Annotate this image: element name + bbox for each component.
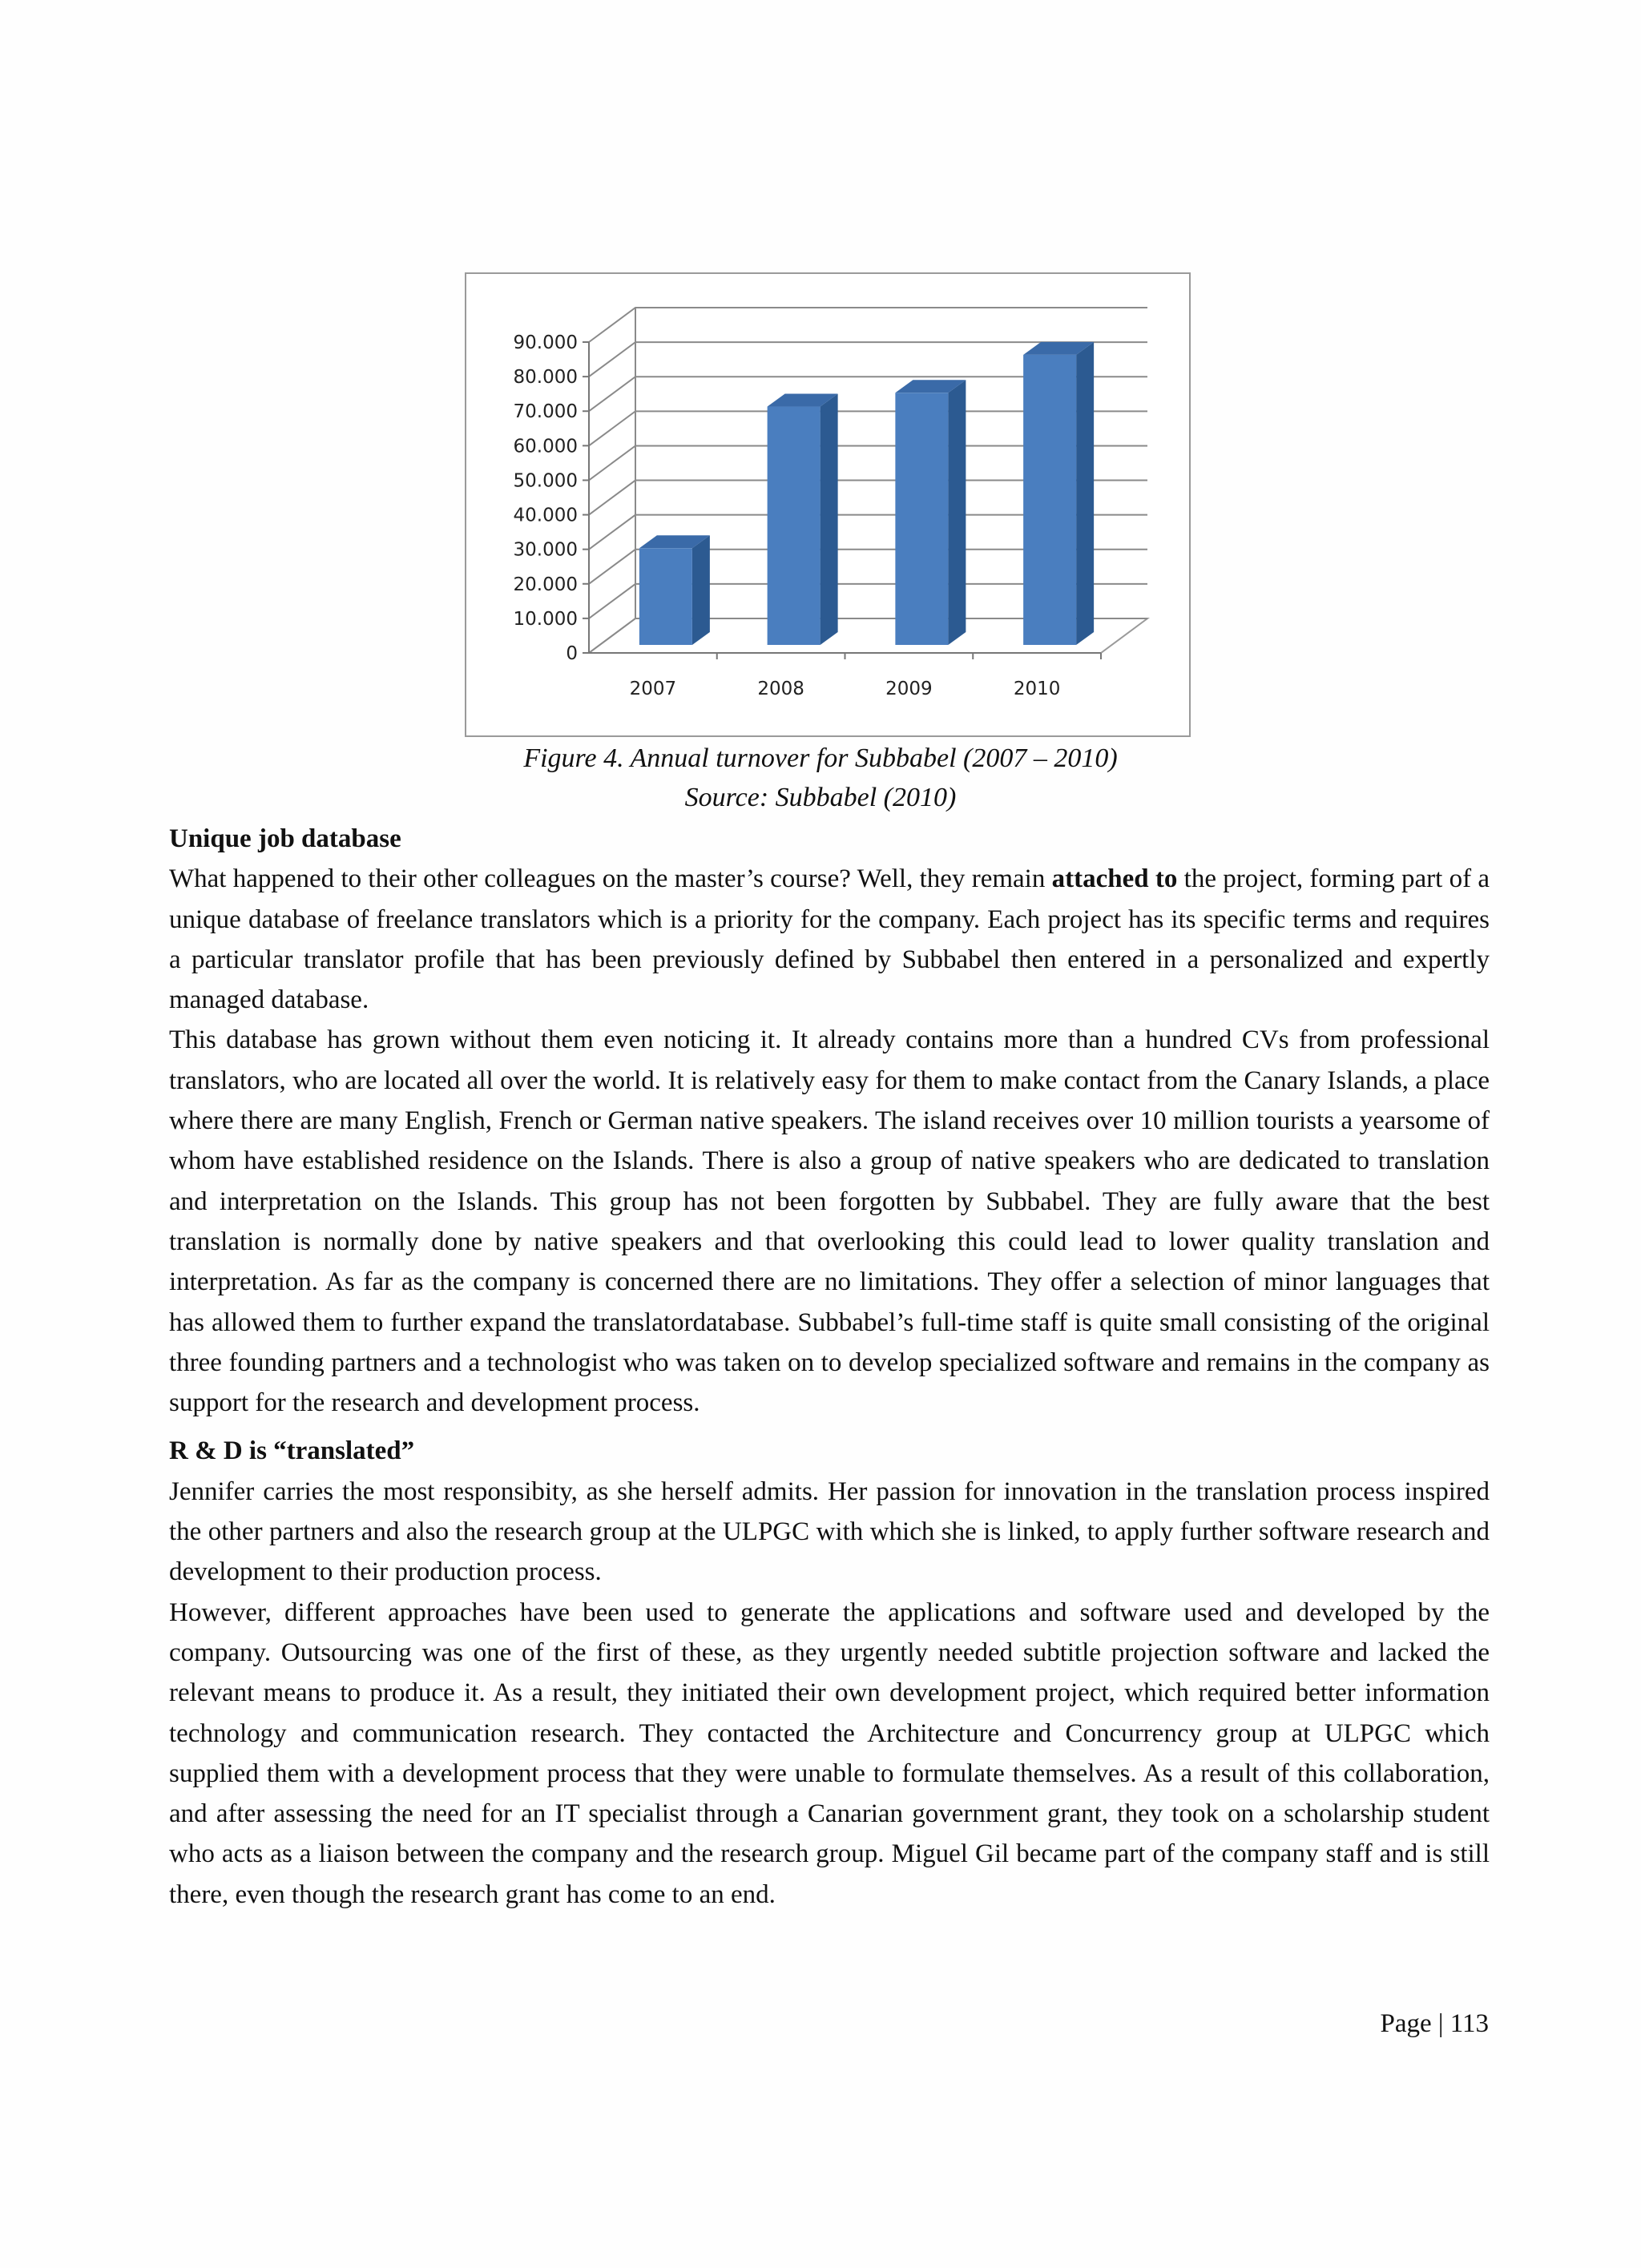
y-tick-label: 30.000	[513, 539, 578, 561]
x-tick-label: 2010	[1013, 679, 1061, 699]
x-tick-label: 2007	[629, 679, 677, 699]
bar	[639, 548, 692, 645]
bar	[895, 393, 948, 645]
y-tick-label: 40.000	[513, 505, 578, 526]
section-heading-job-database: Unique job database	[169, 824, 401, 853]
y-tick-label: 0	[566, 643, 578, 664]
bar-side	[948, 380, 966, 645]
y-tick-label: 60.000	[513, 436, 578, 457]
paragraph: However, different approaches have been used to generate the applications and software used and developed by the company. Outsourcing was one of the first of these, as they urgently needed subtitle projection software and lacked the relevant means to produce it. As a result, they initiated their own development project, which required better information technology and communication research. They contacted the Architecture and Concurrency group at ULPGC which supplied them with a development process that they were unable to formulate themselves. As a result of this collaboration, and after assessing the need for an IT specialist through a Canarian government grant, they took on a scholarship student who acts as a liaison between the company and the research group. Miguel Gil became part of the company staff and is still there, even though the research grant has come to an end.	[169, 1597, 1490, 1909]
y-tick-label: 80.000	[513, 367, 578, 389]
figure-source: Source: Subbabel (2010)	[684, 783, 957, 812]
y-tick-label: 10.000	[513, 608, 578, 630]
gridline	[589, 308, 1147, 342]
bar-side	[820, 394, 838, 645]
page-number: Page | 113	[1380, 2009, 1489, 2038]
paragraph: This database has grown without them even noticing it. It already contains more than a hundred CVs from professional translators, who are located all over the world. It is relatively easy for them to make contact from the Canary Islands, a place where there are many English, French or German native speakers. The island receives over 10 million tourists a yearsome of whom have established residence on the Islands. There is also a group of native speakers who are dedicated to translation and interpretation on the Islands. This group has not been forgotten by Subbabel. They are fully aware that the best translation is normally done by native speakers and that overlooking this could lead to lower quality translation and interpretation. As far as the company is concerned there are no limitations. They offer a selection of minor languages that has allowed them to further expand the translatordatabase. Subbabel’s full-time staff is quite small consisting of the original three founding partners and a technologist who was taken on to develop specialized software and remains in the company as support for the research and development process.	[169, 1025, 1490, 1418]
paragraph-text: What happened to their other colleagues on the master’s course? Well, they remain	[169, 864, 1052, 894]
x-tick-label: 2009	[885, 679, 933, 699]
x-tick-label: 2008	[757, 679, 804, 699]
bar	[768, 407, 820, 645]
paragraph: Jennifer carries the most responsibity, as she herself admits. Her passion for innovation in the translation process inspired the other partners and also the research group at the ULPGC with which she is linked, to apply further software research and development to their production process.	[169, 1476, 1490, 1587]
turnover-chart	[465, 272, 1191, 737]
section-heading-rd: R & D is “translated”	[169, 1436, 415, 1466]
paragraph-text: the project, forming part of a unique database of freelance translators which is a priority for the company. Each project has its specific terms and requires a particular translator profile that has been previously defined by Subbabel then entered in a personalized and expertly managed database.	[169, 864, 1490, 1015]
y-tick-label: 50.000	[513, 470, 578, 492]
paragraph	[169, 859, 1490, 1020]
y-tick-label: 70.000	[513, 401, 578, 423]
bar	[1023, 355, 1076, 645]
bold-phrase: attached to	[1051, 864, 1178, 894]
y-tick-label: 20.000	[513, 574, 578, 595]
bar-side	[692, 535, 710, 645]
figure-caption: Figure 4. Annual turnover for Subbabel (2007 – 2010)	[523, 743, 1118, 773]
bar-side	[1076, 342, 1094, 645]
body-text	[169, 819, 1490, 1915]
chart-canvas	[466, 274, 1192, 739]
y-tick-label: 90.000	[513, 332, 578, 353]
